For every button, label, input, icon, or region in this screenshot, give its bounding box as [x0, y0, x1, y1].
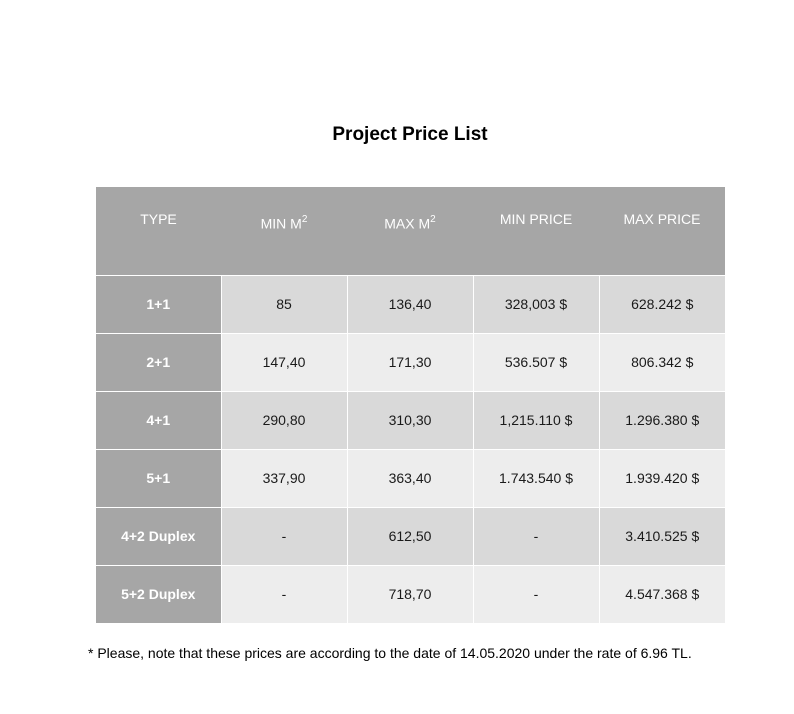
min-price-cell: 1,215.110 $ [473, 391, 599, 449]
header-min-price: MIN PRICE [473, 187, 599, 275]
header-max-m2: MAX $M^2$ [347, 187, 473, 275]
min-m2-cell: - [221, 565, 347, 623]
min-price-cell: - [473, 565, 599, 623]
table-row [96, 507, 725, 565]
min-price-cell: 328,003 $ [473, 275, 599, 333]
table-row [96, 565, 725, 623]
min-m2-cell: - [221, 507, 347, 565]
min-m2-cell: 337,90 [221, 449, 347, 507]
type-cell: 4+2 Duplex [96, 507, 221, 565]
max-m2-cell: 612,50 [347, 507, 473, 565]
min-price-cell: 1.743.540 $ [473, 449, 599, 507]
min-price-cell: - [473, 507, 599, 565]
max-price-cell: 1.939.420 $ [599, 449, 725, 507]
min-price-cell: 536.507 $ [473, 333, 599, 391]
max-m2-cell: 363,40 [347, 449, 473, 507]
type-cell: 4+1 [96, 391, 221, 449]
max-price-cell: 806.342 $ [599, 333, 725, 391]
table-row [96, 275, 725, 333]
page-title: Project Price List [332, 124, 488, 145]
max-price-cell: 628.242 $ [599, 275, 725, 333]
min-m2-cell: 85 [221, 275, 347, 333]
max-m2-cell: 171,30 [347, 333, 473, 391]
header-min-m2: MIN $M^2$ [221, 187, 347, 275]
price-table [96, 187, 725, 623]
type-cell: 1+1 [96, 275, 221, 333]
max-price-cell: 4.547.368 $ [599, 565, 725, 623]
max-price-cell: 3.410.525 $ [599, 507, 725, 565]
max-m2-cell: 718,70 [347, 565, 473, 623]
footnote: * Please, note that these prices are according to the date of 14.05.2020 under the rate of 6.96 TL. [88, 645, 692, 661]
type-cell: 5+2 Duplex [96, 565, 221, 623]
table-header-row [96, 187, 725, 275]
min-m2-cell: 290,80 [221, 391, 347, 449]
table-row [96, 333, 725, 391]
type-cell: 2+1 [96, 333, 221, 391]
header-max-price: MAX PRICE [599, 187, 725, 275]
max-price-cell: 1.296.380 $ [599, 391, 725, 449]
table-row [96, 449, 725, 507]
max-m2-cell: 136,40 [347, 275, 473, 333]
type-cell: 5+1 [96, 449, 221, 507]
max-m2-cell: 310,30 [347, 391, 473, 449]
min-m2-cell: 147,40 [221, 333, 347, 391]
header-type: TYPE [96, 187, 221, 275]
table-row [96, 391, 725, 449]
